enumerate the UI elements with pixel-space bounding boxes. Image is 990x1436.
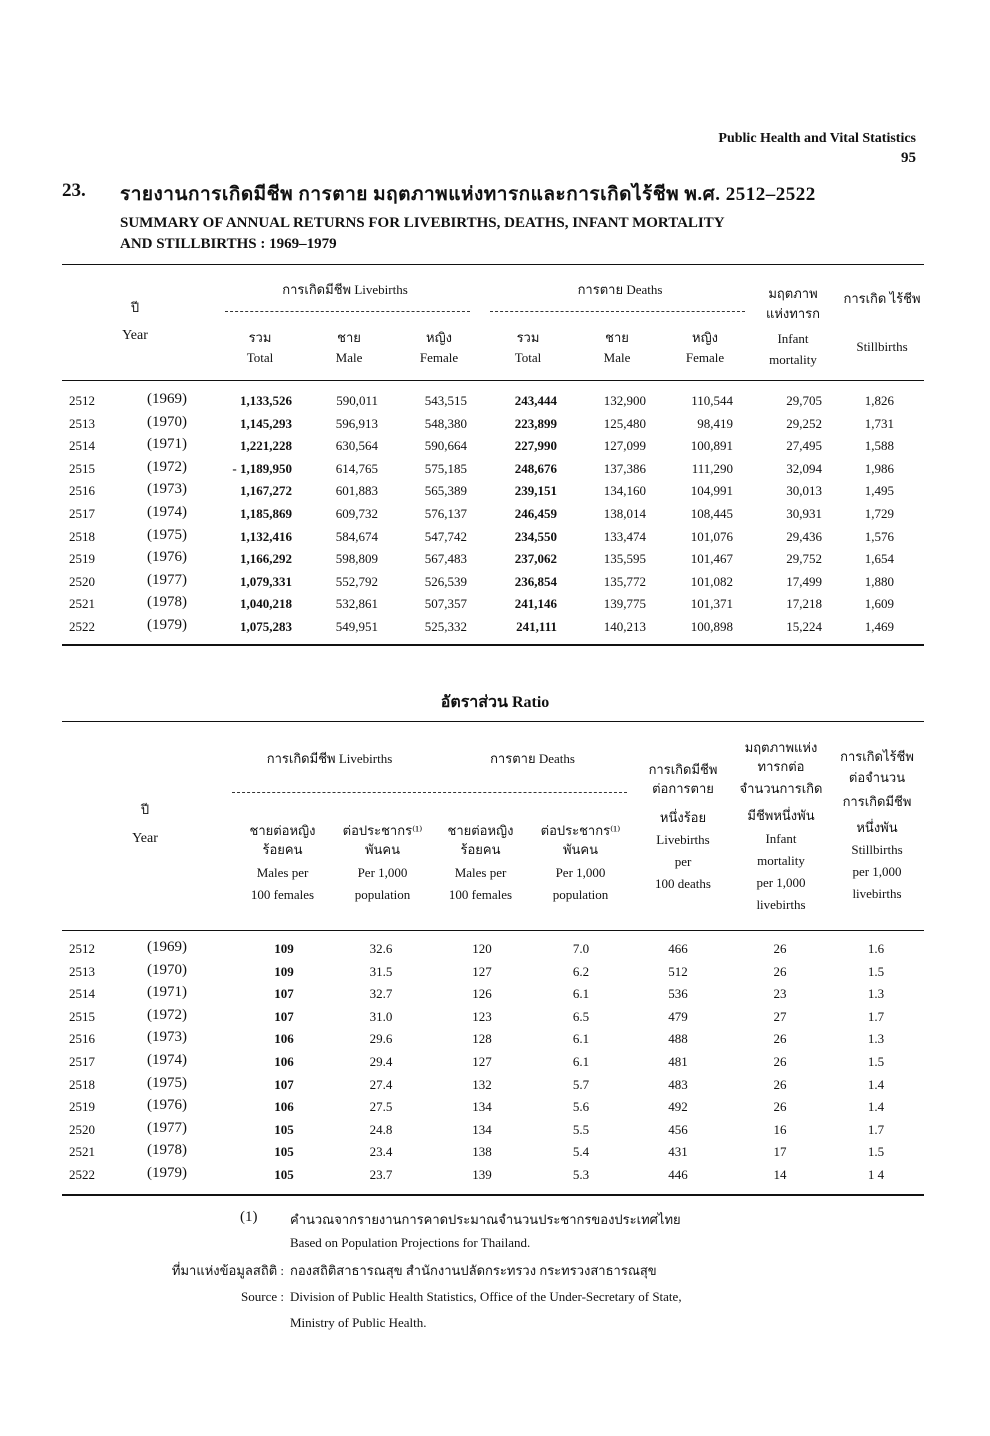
table1-cell: 241,111 [516, 619, 557, 634]
t2-d-males-th2: ร้อยคน [460, 842, 501, 857]
t2-d-males-en2: 100 females [448, 887, 513, 902]
t2-sb-th3: การเกิดมีชีพ [842, 794, 912, 809]
t2-sb-th1: การเกิดไร้ชีพ [840, 749, 914, 764]
t2-d-males-th1: ชายต่อหญิง [447, 823, 514, 838]
title-thai: รายงานการเกิดมีชีพ การตาย มฤตภาพแห่งทารกและการเกิดไร้ชีพ พ.ศ. 2512–2522 [120, 184, 816, 205]
table2-year-en: (1979) [147, 1165, 187, 1181]
table2-cell: 107 [274, 1008, 294, 1024]
t2-inf-th1: มฤตภาพแห่ง [744, 740, 818, 755]
table1-cell: 234,550 [514, 528, 557, 544]
table1-cell: 30,931 [786, 506, 822, 521]
table2-cell: 1.5 [867, 1144, 885, 1160]
table1-cell: 1,185,869 [240, 506, 292, 521]
table2-cell: 107 [274, 1076, 294, 1092]
table1-year-en: (1969) [147, 391, 187, 407]
table1-header-rule [62, 380, 924, 381]
source-label-thai: ที่มาแห่งข้อมูลสถิติ : [171, 1263, 284, 1278]
table1-year-th: 2520 [69, 573, 95, 589]
table1-cell: 1,826 [864, 393, 894, 408]
table2-year-en: (1975) [147, 1074, 187, 1091]
table1-cell: 1,654 [864, 551, 894, 567]
table1-cell: 100,891 [690, 438, 733, 454]
table2-cell: 105 [274, 1121, 294, 1137]
table1-year-en: (1970) [147, 413, 187, 430]
table2-cell: 5.4 [572, 1144, 590, 1160]
table2-year-en: (1972) [147, 1006, 187, 1023]
table2-cell: 127 [472, 1054, 492, 1069]
table1-cell: 101,076 [690, 528, 733, 544]
table1-year-th: 2521 [69, 596, 95, 612]
table2-year-en: (1974) [147, 1052, 187, 1068]
table1-cell: 17,499 [786, 573, 822, 589]
t2-inf-th2: ทารกต่อ [757, 759, 805, 774]
t2-lb-males-en1: Males per [256, 865, 309, 880]
t2-inf-en4: livebirths [756, 897, 806, 912]
table1-cell: 1,576 [864, 528, 894, 544]
table1-cell: 526,539 [424, 573, 467, 589]
table2-year-th: 2516 [69, 1031, 95, 1047]
table2-cell: 134 [472, 1121, 492, 1137]
footnote-thai: คำนวณจากรายงานการคาดประมาณจำนวนประชากรของประเทศไทย [290, 1212, 681, 1227]
table1-cell: 100,898 [690, 619, 733, 634]
t1-lb-female-en: Female [419, 350, 459, 365]
table1-year-en: (1973) [147, 481, 187, 498]
table2-cell: 24.8 [369, 1121, 393, 1137]
table1-cell: 1,221,228 [240, 438, 292, 454]
table1-cell: 1,079,331 [240, 573, 292, 589]
table2-cell: 16 [773, 1121, 787, 1137]
title-english [120, 213, 920, 255]
table1-cell: 507,357 [424, 596, 467, 612]
table1-cell: 223,899 [514, 415, 557, 431]
table1-cell: 565,389 [424, 483, 467, 499]
table1-bottom-rule [62, 644, 924, 646]
table2-cell: 26 [773, 1099, 787, 1115]
table1-cell: 548,380 [424, 415, 467, 431]
table1-cell: 614,765 [335, 460, 378, 476]
table2-cell: 536 [668, 986, 688, 1002]
t2-lb-per-en2: population [354, 887, 411, 902]
t2-d-males-en1: Males per [454, 865, 507, 880]
table2-cell: 481 [668, 1054, 688, 1069]
table1-year-en: (1971) [147, 436, 187, 453]
table1-cell: 101,467 [690, 551, 733, 567]
footnote-mark: (1) [240, 1209, 258, 1225]
table1-cell: 1,040,218 [240, 596, 292, 612]
table1-year-th: 2515 [69, 460, 95, 476]
table2-year-th: 2514 [69, 986, 95, 1002]
t2-year-th: ปี [140, 802, 150, 817]
t2-inf-th4: มีชีพหนึ่งพัน [747, 808, 815, 823]
table1-cell: 104,991 [690, 483, 733, 499]
table2-cell: 17 [773, 1144, 787, 1160]
table1-cell: 1,986 [864, 460, 894, 476]
table1-cell: 590,011 [336, 393, 378, 408]
table1-cell: 1,075,283 [240, 619, 292, 634]
table2-cell: 23.4 [369, 1144, 393, 1160]
table2-cell: 26 [773, 1076, 787, 1092]
table1-cell: 1,731 [864, 415, 894, 431]
t1-d-total-th: รวม [516, 330, 540, 345]
table1-year-th: 2512 [69, 393, 95, 408]
table2-year-en: (1970) [147, 961, 187, 978]
table1-cell: 15,224 [786, 619, 822, 634]
table2-cell: 26 [773, 941, 787, 956]
table2-year-th: 2522 [69, 1167, 95, 1182]
table1-year-th: 2518 [69, 528, 95, 544]
table1-cell: 601,883 [335, 483, 378, 499]
table2-cell: 32.7 [369, 986, 393, 1002]
t1-d-male-th: ชาย [605, 330, 629, 345]
table1-top-rule [62, 264, 924, 265]
table2-cell: 6.1 [572, 986, 590, 1002]
table1-cell: 138,014 [603, 506, 646, 521]
footnote-english: Based on Population Projections for Thailand. [290, 1235, 531, 1250]
table2-cell: 132 [472, 1076, 492, 1092]
table2-cell: 6.5 [572, 1008, 590, 1024]
table2-year-th: 2519 [69, 1099, 95, 1115]
t2-inf-en1: Infant [765, 831, 797, 846]
table1-cell: 30,013 [786, 483, 822, 499]
table1-year-en: (1977) [147, 571, 187, 588]
table2-year-th: 2517 [69, 1054, 95, 1069]
t2-lb-per-th2: พันคน [364, 842, 401, 857]
t2-lpd-th1: การเกิดมีชีพ [648, 762, 718, 777]
table2-cell: 120 [472, 941, 492, 956]
table1-cell: 101,371 [690, 596, 733, 612]
t1-lb-total-th: รวม [248, 330, 272, 345]
table1-year-th: 2516 [69, 483, 95, 499]
table2-cell: 1.4 [867, 1076, 885, 1092]
table1-cell: 543,515 [424, 393, 467, 408]
t2-lpd-th2: ต่อการตาย [652, 781, 714, 796]
table2-cell: 23 [773, 986, 787, 1002]
table2-cell: 26 [773, 1054, 787, 1069]
table1-cell: 584,674 [335, 528, 378, 544]
table2-cell: 1.3 [867, 986, 885, 1002]
table2-cell: 5.3 [572, 1167, 590, 1182]
table1-cell: 134,160 [603, 483, 646, 499]
table2-cell: 134 [472, 1099, 492, 1115]
table2-cell: 106 [274, 1031, 294, 1047]
title-english-line2: AND STILLBIRTHS : 1969–1979 [120, 236, 337, 252]
table2-cell: 6.2 [572, 963, 590, 979]
t1-lb-total-en: Total [246, 350, 274, 365]
table1-cell: 29,752 [786, 551, 822, 567]
table2-year-en: (1977) [147, 1119, 187, 1136]
t2-lpd-en3: 100 deaths [655, 876, 711, 891]
table2-cell: 479 [668, 1008, 688, 1024]
t2-lpd-en1: Livebirths [656, 832, 710, 847]
table1-cell: 575,185 [424, 460, 467, 476]
table2-cell: 446 [668, 1167, 688, 1182]
t2-sb-en1: Stillbirths [851, 842, 903, 857]
t2-lb-per-en1: Per 1,000 [357, 865, 408, 880]
table2-top-rule [62, 721, 924, 722]
table1-cell: 1,133,526 [240, 393, 292, 408]
table1-year-th: 2517 [69, 506, 95, 521]
table2-cell: 139 [472, 1167, 492, 1182]
table2-cell: 7.0 [572, 941, 590, 956]
table2-cell: 109 [274, 941, 294, 956]
t1-year-th: ปี [130, 300, 140, 315]
table2-cell: 5.7 [572, 1076, 590, 1092]
table1-cell: 246,459 [514, 506, 557, 521]
table2-cell: 107 [274, 986, 294, 1002]
table2-cell: 128 [472, 1031, 492, 1047]
table1-cell: 227,990 [514, 438, 557, 454]
table1-cell: 132,900 [603, 393, 646, 408]
title-english-line1: SUMMARY OF ANNUAL RETURNS FOR LIVEBIRTHS, DEATHS, INFANT MORTALITY [120, 215, 725, 231]
ratio-title: อัตราส่วน Ratio [440, 694, 550, 711]
table1-year-en: (1979) [147, 617, 187, 633]
table1-cell: 549,951 [335, 619, 378, 634]
t1-deaths-divider [490, 311, 745, 312]
table2-year-th: 2512 [69, 941, 95, 956]
table1-cell: 17,218 [786, 596, 822, 612]
t2-d-per-en1: Per 1,000 [555, 865, 606, 880]
t2-inf-en2: mortality [757, 853, 805, 868]
table2-cell: 138 [472, 1144, 492, 1160]
t2-livebirths-group: การเกิดมีชีพ Livebirths [266, 751, 393, 766]
table2-year-en: (1973) [147, 1029, 187, 1046]
table1-cell: 27,495 [786, 438, 822, 454]
table1-cell: 1,588 [864, 438, 894, 454]
table2-cell: 1.7 [867, 1121, 885, 1137]
table1-cell: 248,676 [514, 460, 557, 476]
table2-cell: 29.4 [369, 1054, 393, 1069]
table1-cell: 237,062 [514, 551, 557, 567]
table2-year-en: (1969) [147, 939, 187, 955]
table2-cell: 23.7 [369, 1167, 393, 1182]
table2-cell: 5.5 [572, 1121, 590, 1137]
table2-cell: 29.6 [369, 1031, 393, 1047]
table1-cell: 127,099 [603, 438, 646, 454]
t2-lb-males-en2: 100 females [250, 887, 315, 902]
table1-cell: 1,495 [864, 483, 894, 499]
t1-infant-th: มฤตภาพ แห่งทารก [765, 286, 821, 321]
table2-cell: 1.4 [867, 1099, 885, 1115]
table1-cell: 1,729 [864, 506, 894, 521]
table2-cell: 105 [274, 1167, 294, 1182]
table1-cell: 140,213 [603, 619, 646, 634]
t2-sb-en2: per 1,000 [852, 864, 902, 879]
table1-year-en: (1974) [147, 504, 187, 520]
table2-cell: 488 [668, 1031, 688, 1047]
t2-d-per-th2: พันคน [562, 842, 599, 857]
table2-cell: 27.5 [369, 1099, 393, 1115]
table2-cell: 105 [274, 1144, 294, 1160]
t2-inf-en3: per 1,000 [756, 875, 806, 890]
table2-year-th: 2513 [69, 963, 95, 979]
table2-cell: 5.6 [572, 1099, 590, 1115]
table2-cell: 6.1 [572, 1031, 590, 1047]
t1-lb-female-th: หญิง [426, 330, 452, 345]
table1-cell: 139,775 [603, 596, 646, 612]
table2-cell: 483 [668, 1076, 688, 1092]
page-number: 95 [901, 150, 916, 166]
table1-cell: 133,474 [603, 528, 646, 544]
table2-header-rule [62, 930, 924, 931]
t2-lpd-en2: per [674, 854, 692, 869]
table1-year-th: 2513 [69, 415, 95, 431]
table1-cell: 609,732 [335, 506, 378, 521]
table2-year-en: (1976) [147, 1097, 187, 1114]
t1-d-total-en: Total [514, 350, 542, 365]
table2-year-en: (1978) [147, 1142, 187, 1159]
table2-cell: 1.3 [867, 1031, 885, 1047]
table2-cell: 27 [773, 1008, 787, 1024]
table1-cell: 241,146 [514, 596, 557, 612]
table2-cell: 1 4 [867, 1167, 885, 1182]
t1-still-en: Stillbirths [856, 339, 908, 354]
table2-cell: 127 [472, 963, 492, 979]
table1-cell: 1,167,272 [240, 483, 292, 499]
table1-cell: 1,166,292 [240, 551, 292, 567]
table1-cell: 29,252 [786, 415, 822, 431]
table2-cell: 1.7 [867, 1008, 885, 1024]
t2-d-per-en2: population [552, 887, 609, 902]
table2-cell: 1.5 [867, 963, 885, 979]
t2-sb-th2: ต่อจำนวน [848, 770, 906, 785]
table2-cell: 26 [773, 963, 787, 979]
running-head: Public Health and Vital Statistics [718, 131, 916, 146]
t2-inf-th3: จำนวนการเกิด [739, 781, 823, 796]
t2-lb-males-th1: ชายต่อหญิง [249, 823, 316, 838]
table2-year-th: 2520 [69, 1121, 95, 1137]
table1-cell: 596,913 [335, 415, 378, 431]
t1-livebirths-group: การเกิดมีชีพ Livebirths [282, 282, 408, 297]
table1-cell: 110,544 [691, 393, 733, 408]
table1-cell: - 1,189,950 [232, 460, 292, 476]
table2-year-th: 2518 [69, 1076, 95, 1092]
table2-year-en: (1971) [147, 984, 187, 1001]
table2-cell: 109 [274, 963, 294, 979]
t2-sb-en3: livebirths [852, 886, 902, 901]
table1-cell: 1,880 [864, 573, 894, 589]
table2-cell: 106 [274, 1099, 294, 1115]
table1-year-th: 2522 [69, 619, 95, 634]
table1-cell: 598,809 [335, 551, 378, 567]
table1-cell: 1,609 [864, 596, 894, 612]
table2-cell: 492 [668, 1099, 688, 1115]
table2-cell: 31.5 [369, 963, 393, 979]
table2-cell: 32.6 [369, 941, 393, 956]
table-number: 23. [62, 180, 86, 201]
table1-year-en: (1975) [147, 526, 187, 543]
t1-d-female-en: Female [685, 350, 725, 365]
table1-cell: 547,742 [424, 528, 467, 544]
t1-still-th: การเกิด ไร้ชีพ [843, 291, 921, 306]
table2-cell: 27.4 [369, 1076, 393, 1092]
t1-livebirths-divider [225, 311, 470, 312]
table1-year-en: (1972) [147, 458, 187, 475]
t2-group-divider [232, 792, 627, 793]
table1-cell: 135,772 [603, 573, 646, 589]
t2-sb-th4: หนึ่งพัน [856, 820, 898, 835]
table1-cell: 630,564 [335, 438, 378, 454]
source-label-english: Source : [241, 1289, 284, 1304]
source-thai: กองสถิติสาธารณสุข สำนักงานปลัดกระทรวง กระทรวงสาธารณสุข [290, 1263, 657, 1278]
t2-year-en: Year [132, 831, 158, 846]
table1-cell: 101,082 [690, 573, 733, 589]
table1-cell: 1,145,293 [240, 415, 292, 431]
t1-lb-male-th: ชาย [337, 330, 361, 345]
table1-year-en: (1978) [147, 594, 187, 611]
table2-year-th: 2515 [69, 1008, 95, 1024]
table1-cell: 98,419 [697, 415, 733, 431]
t1-deaths-group: การตาย Deaths [577, 282, 663, 297]
table1-cell: 111,290 [691, 460, 733, 476]
table2-cell: 106 [274, 1054, 294, 1069]
table1-cell: 525,332 [424, 619, 467, 634]
t1-lb-male-en: Male [335, 350, 363, 365]
table1-cell: 137,386 [603, 460, 646, 476]
table2-cell: 456 [668, 1121, 688, 1137]
table2-cell: 431 [668, 1144, 688, 1160]
table1-year-en: (1976) [147, 549, 187, 566]
table1-cell: 32,094 [786, 460, 822, 476]
table2-cell: 31.0 [369, 1008, 393, 1024]
table1-cell: 236,854 [514, 573, 557, 589]
t1-d-male-en: Male [603, 350, 631, 365]
table2-cell: 466 [668, 941, 688, 956]
table1-cell: 29,705 [786, 393, 822, 408]
table2-cell: 126 [472, 986, 492, 1002]
table1-cell: 1,132,416 [240, 528, 292, 544]
t1-year-en: Year [122, 328, 148, 343]
source-english-line2: Ministry of Public Health. [290, 1315, 427, 1330]
table1-cell: 590,664 [424, 438, 467, 454]
table2-cell: 26 [773, 1031, 787, 1047]
t2-lb-males-th2: ร้อยคน [262, 842, 303, 857]
table1-cell: 532,861 [335, 596, 378, 612]
table1-cell: 243,444 [514, 393, 557, 408]
table1-cell: 108,445 [690, 506, 733, 521]
table1-cell: 239,151 [514, 483, 557, 499]
t2-deaths-group: การตาย Deaths [490, 751, 575, 766]
table1-cell: 576,137 [424, 506, 467, 521]
source-english-line1: Division of Public Health Statistics, Office of the Under-Secretary of State, [290, 1289, 682, 1304]
table2-bottom-rule [62, 1194, 924, 1196]
table2-cell: 1.6 [867, 941, 885, 956]
table1-cell: 1,469 [864, 619, 894, 634]
t2-lb-per-th1: ต่อประชากร⁽¹⁾ [342, 823, 423, 838]
table2-cell: 6.1 [572, 1054, 590, 1069]
t1-d-female-th: หญิง [692, 330, 718, 345]
table1-cell: 552,792 [335, 573, 378, 589]
table1-cell: 567,483 [424, 551, 467, 567]
table1-cell: 29,436 [786, 528, 822, 544]
t1-infant-en: Infant mortality [769, 331, 817, 367]
t2-d-per-th1: ต่อประชากร⁽¹⁾ [540, 823, 621, 838]
table2-cell: 123 [472, 1008, 492, 1024]
table2-cell: 14 [773, 1167, 787, 1182]
table2-cell: 512 [668, 963, 688, 979]
table2-year-th: 2521 [69, 1144, 95, 1160]
table1-cell: 135,595 [603, 551, 646, 567]
table1-year-th: 2514 [69, 438, 95, 454]
t2-lpd-th3: หนึ่งร้อย [659, 810, 707, 825]
table2-cell: 1.5 [867, 1054, 885, 1069]
table1-year-th: 2519 [69, 551, 95, 567]
table1-cell: 125,480 [603, 415, 646, 431]
